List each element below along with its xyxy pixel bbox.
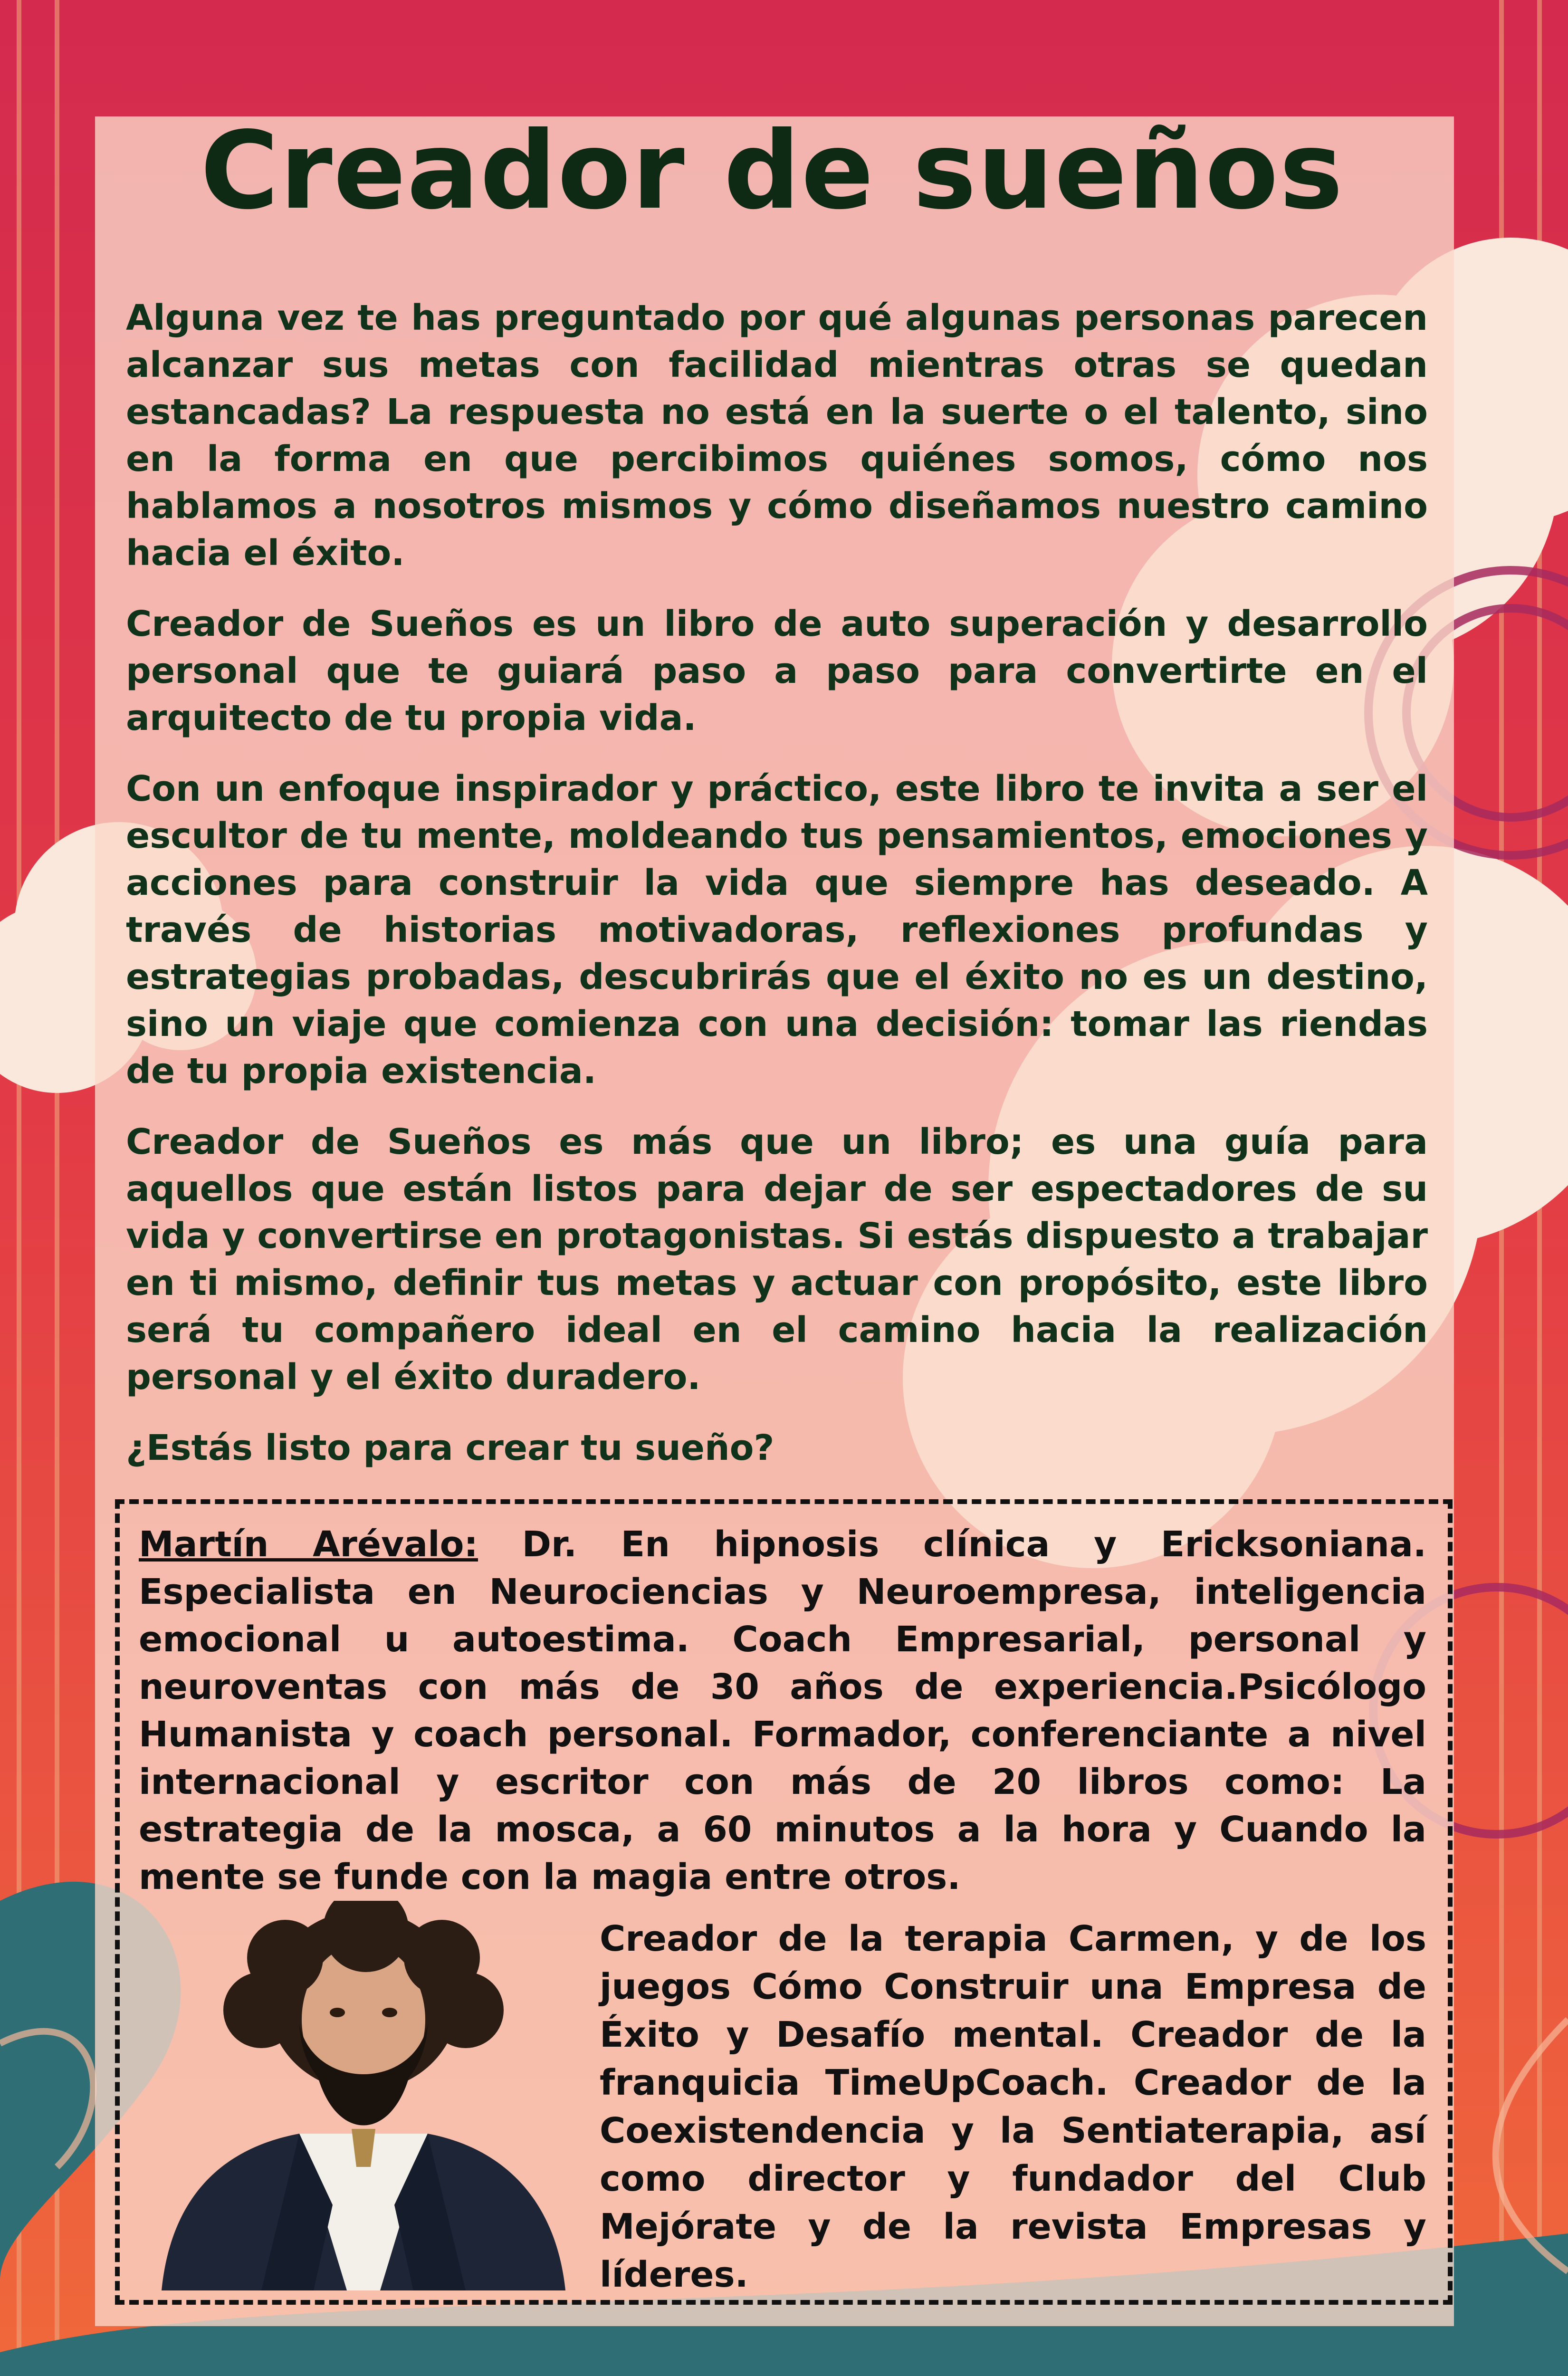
author-name: Martín Arévalo: (139, 1524, 478, 1565)
paragraph-4: Creador de Sueños es más que un libro; es una guía para aquellos que están listos para dejar de ser espectadores de su vida y convertirse en protagonistas. Si estás dispuesto a trabajar en ti mismo, definir tus metas y actuar con propósito, este libro será tu compañero ideal en el camino hacia la realización personal y el éxito duradero. (126, 1121, 1428, 1398)
author-bio-text-1: Dr. En hipnosis clínica y Ericksoniana. Especialista en Neurociencias y Neuroempresa, inteligencia emocional u autoestima. Coach Empresarial, personal y neuroventas con más de 30 años de experiencia.Psicólogo Humanista y coach personal. Formador, conferenciante a nivel internacional y escritor con más de 20 libros como: La estrategia de la mosca, a 60 minutos a la hora y Cuando la mente se funde con la magia entre otros. (139, 1524, 1426, 1897)
paragraph-2: Creador de Sueños es un libro de auto superación y desarrollo personal que te guiará paso a paso para convertirte en el arquitecto de tu propia vida. (126, 604, 1428, 738)
closing-question: ¿Estás listo para crear tu sueño? (126, 1428, 774, 1468)
paragraph-1: Alguna vez te has preguntado por qué algunas personas parecen alcanzar sus metas con facilidad mientras otras se quedan estancadas? La respuesta no está en la suerte o el talento, sino en la forma en que percibimos quiénes somos, cómo nos hablamos a nosotros mismos y cómo diseñamos nuestro camino hacia el éxito. (126, 297, 1428, 574)
author-photo (143, 1901, 580, 2290)
page-title: Creador de sueños (200, 109, 1344, 233)
paragraph-3: Con un enfoque inspirador y práctico, este libro te invita a ser el escultor de tu mente, moldeando tus pensamientos, emociones y acciones para construir la vida que siempre has deseado. A través de historias motivadoras, reflexiones profundas y estrategias probadas, descubrirás que el éxito no es un destino, sino un viaje que comienza con una decisión: tomar las riendas de tu propia existencia. (126, 768, 1428, 1092)
author-bio-continued: Creador de la terapia Carmen, y de los juegos Cómo Construir una Empresa de Éxito y Desafío mental. Creador de la franquicia TimeUpCoach. Creador de la Coexistendencia y la Sentiaterapia, así como director y fundador del Club Mejórate y de la revista Empresas y líderes. (600, 1918, 1426, 2295)
description-text (126, 295, 1428, 1495)
author-bio (139, 1521, 1426, 1901)
